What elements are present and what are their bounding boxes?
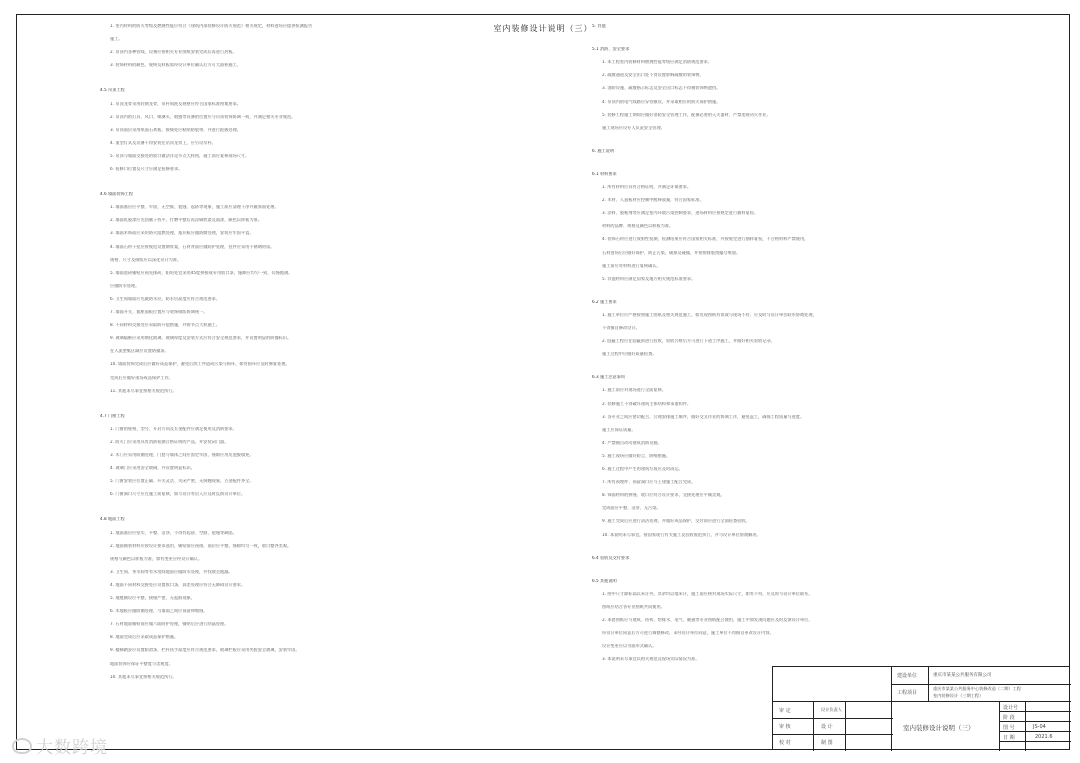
note-line: 1. 吊顶龙骨采用轻钢龙骨，吊杆间距及规格应符合国家标准图集要求。	[110, 101, 241, 106]
note-line: 4. 严禁擅自改动建筑消防设施。	[602, 440, 662, 445]
note-line: 完成后应做好现场成品保护工作。	[110, 375, 173, 380]
role-value-1: 设计负责人	[821, 707, 842, 712]
note-line: 5. 装修工程施工期间应做好消防安全管理工作，配备必要的灭火器材，严禁违规动火作业。	[602, 112, 771, 117]
role-label-3: 校 对	[779, 740, 791, 746]
sheet-title: 室内装修设计说明（三）	[493, 24, 593, 33]
note-line: 3. 涂料、胶粘剂等应满足室内环境污染控制要求，进场材料应按规定进行抽样复检。	[602, 211, 759, 216]
section-heading: 6. 施工说明	[592, 148, 615, 153]
note-line: 2. 吊顶内各种管线、设备应按相关专业图纸安装完成后再进行封板。	[110, 50, 237, 55]
title-block	[772, 666, 1070, 750]
section-heading: 4.7 门窗工程	[100, 413, 125, 418]
note-line: 设计变更应以书面形式确认。	[602, 644, 657, 649]
note-line: 6. 门窗洞口尺寸应在施工前复核，如与设计有出入应及时反馈设计单位。	[110, 492, 246, 497]
note-line: 5. 其他材料应满足国家及地方相关规范标准要求。	[602, 276, 696, 281]
note-line: 地面装饰应保证平整度与美观度。	[110, 661, 173, 666]
note-line: 7. 墙面开关、插座面板位置应与装饰排版协调统一。	[110, 310, 208, 314]
note-line: 材料的品牌、规格及颜色以样板为准。	[602, 224, 674, 229]
note-line: 2. 疏散通道及安全出口处不得设置影响疏散的装饰物。	[602, 73, 704, 78]
watermark-logo-icon	[12, 738, 32, 754]
note-line: 2. 木材、人造板材应控制甲醛释放量，符合国家标准。	[602, 198, 704, 203]
section-heading: 6.3 施工注意事项	[592, 375, 626, 380]
section-heading: 4.5 吊顶工程	[100, 88, 125, 93]
section-heading: 6.2 施工要求	[592, 299, 617, 304]
note-line: 10. 墙面装饰完成后应做好成品保护，避免后续工序造成污染与损坏，如有损坏应及时修复处理。	[110, 362, 290, 367]
note-line: 1. 墙面基层应平整、牢固，无空鼓、裂缝、起砂等现象，施工前应清理干净并做界面处理。	[110, 205, 279, 210]
note-line: 经设计单位同意后方可进行调整修改，未经设计单位同意，施工单位不得擅自更改设计内容。	[602, 631, 774, 636]
section-heading: 4.6 墙面装饰工程	[100, 192, 134, 197]
section-heading: 5. 其他	[592, 24, 606, 28]
note-line: 应做防水处理。	[110, 283, 140, 288]
note-line: 1. 所有材料应具有合格证明，并满足环保要求。	[602, 185, 692, 189]
role-label-1: 审 定	[779, 708, 791, 714]
drawing-no-value: JS-04	[1033, 724, 1046, 730]
note-line: 3. 卫生间、茶水间等有水房间地面应做防水处理，并找坡至地漏。	[110, 569, 233, 574]
section-heading: 6.5 其他说明	[592, 578, 617, 583]
drawing-sheet	[16, 14, 1070, 750]
note-line: 4. 地面不同材料交接处应设置收口条，高差处理应符合无障碍设计要求。	[110, 582, 246, 587]
project-label: 工程项目	[897, 690, 918, 696]
drawing-no-label: 图 号	[1003, 725, 1015, 731]
note-line: 1. 施工前应对现场进行全面复核。	[602, 388, 666, 393]
note-line: 不得擅自修改设计。	[602, 326, 640, 330]
note-line: 3. 木门应采用防潮处理，门套与墙体之间应固定牢固，缝隙应用发泡胶填充。	[110, 453, 254, 457]
note-line: 3. 墙面木饰面应采用防火阻燃处理，基层板应做防腐处理，安装应牢固平直。	[110, 231, 254, 236]
note-line: 3. 吊顶面层采用纸面石膏板，接缝处应粘贴防裂带，并进行批嵌处理。	[110, 127, 241, 132]
project-value-1: 重庆市某某公共服务中心装修改造（二期）工程	[933, 686, 1021, 691]
role-value-3: 制 图	[821, 740, 833, 746]
drawing-name: 室内装修设计说明（三）	[903, 724, 975, 732]
note-line: 施工前应对材料进行复核确认。	[602, 263, 661, 268]
client-value: 重庆市某某公共服务有限公司	[933, 673, 992, 678]
note-line: 5. 地毯铺设应平整，接缝严密，无起鼓现象。	[110, 596, 195, 600]
note-line: 9. 施工完成后应进行清洁处理，并做好成品保护，交付前应进行全面检查验收。	[602, 519, 750, 524]
note-line: 1. 图中尺寸除标高以米计外，其余均以毫米计，施工前应核对现场实际尺寸，如有不符，应及时与设计单位联系。	[602, 591, 813, 596]
date-value: 2021.6	[1035, 734, 1053, 740]
section-heading: 5.1 消防、安全要求	[592, 47, 630, 52]
note-line: 6. 木地板应做防潮处理，与墙面之间应预留伸缩缝。	[110, 609, 208, 614]
note-line: 完成面应平整、洁净、无污染。	[602, 506, 661, 511]
note-line: 9. 玻璃隔断应采用钢化玻璃，玻璃厚度及安装方式应符合安全规范要求，并设置明显的防撞标识。	[110, 336, 292, 341]
section-heading: 6.4 验收及交付要求	[592, 555, 630, 560]
note-line: 规格、尺寸及排版应以深化设计为准。	[110, 257, 182, 262]
note-line: 3. 本说明未尽事宜以相关规范及现场实际情况为准。	[602, 657, 700, 662]
note-line: 3. 装饰材料的颜色、规格及样板需经设计单位确认后方可大面积施工。	[110, 63, 241, 68]
note-line: 2. 地面铺装材料应按设计要求选用，铺贴前应预排，面层应平整，缝隙均匀一致，收口整齐美观。	[110, 543, 292, 548]
note-line: 4. 装饰石材应进行放射性检测，检测结果应符合国家相关标准，并按规定进行抽样复检，不合格材料严禁使用，	[602, 237, 809, 242]
project-no-label: 设计号	[1003, 705, 1019, 711]
note-line: 1. 室内材料的防火等级及燃烧性能应符合《建筑内部装修设计防火规范》相关规定，材料进场应提供检测报告	[110, 24, 313, 28]
note-line: 3. 各专业之间应密切配合，合理安排施工顺序，做好交叉作业的协调工作，避免返工，确保工程质量与进度。	[602, 414, 805, 419]
note-line: 8. 饰面材料的拼缝、收口应符合设计要求，交接处理应平顺美观。	[602, 493, 725, 498]
note-line: 7. 石材地面铺贴前应做六面防护处理，铺贴后应进行结晶处理。	[110, 622, 229, 627]
note-line: 5. 吊顶与墙面交接处的收口做法详见节点大样图，施工前应复核现场尺寸。	[110, 153, 250, 158]
note-line: 11. 其他未尽事宜按相关规范执行。	[110, 388, 177, 393]
note-line: 2. 装修施工不得破坏建筑主体结构和承重构件。	[602, 401, 692, 406]
note-line: 1. 施工单位应严格按照施工图纸及相关规范施工，如发现图纸有误或与现场不符，应及时与设计单位联系协商处理，	[602, 312, 817, 317]
watermark	[12, 733, 108, 758]
note-line: 2. 本套图纸应与建筑、结构、给排水、电气、暖通等专业图纸配合使用，施工中如发现问题应及时反馈设计单位，	[602, 618, 813, 622]
note-line: 施工现场应设专人负责安全管理。	[602, 125, 665, 130]
note-line: 8. 地面完成后应采取成品保护措施。	[110, 635, 179, 640]
client-label: 建设单位	[897, 673, 918, 679]
note-line: 3. 消防设施、疏散指示标志及安全出口标志不得被装饰物遮挡。	[602, 86, 721, 91]
note-line: 施工过程中应做好质量检查。	[602, 352, 657, 357]
note-line: 施工应保证质量。	[602, 427, 636, 432]
date-label: 日 期	[1003, 735, 1015, 741]
note-line: 1. 地面基层应坚实、平整、洁净，不得有起砂、空鼓、裂缝等缺陷。	[110, 530, 237, 535]
note-line: 在人流密集区域应设置防撞条。	[110, 349, 169, 354]
note-line: 5. 墙面瓷砖铺贴应预先排砖，阳角处宜采用45度拼接或专用收口条，缝隙应均匀一致，勾缝饱满。	[110, 270, 293, 275]
note-line: 石材进场后应做好保护，防止污染、破损及碰撞，并按照排版图编号堆放。	[602, 250, 741, 255]
note-line: 5. 施工现场应做好防尘、防噪措施。	[602, 453, 671, 458]
note-line: 6. 检修口位置及尺寸应满足检修要求。	[110, 167, 183, 171]
note-line: 图纸应结合各专业图纸共同使用。	[602, 604, 665, 609]
note-line: 4. 玻璃门应采用安全玻璃，并设置明显标识。	[110, 466, 195, 471]
note-line: 规格与颜色以样板为准，如有变更应经设计确认。	[110, 556, 203, 561]
note-line: 9. 楼梯踏步应设置防滑条，栏杆扶手高度应符合规范要求，玻璃栏板应采用夹胶安全玻璃，安装牢固。	[110, 648, 300, 653]
note-line: 6. 施工过程中产生的建筑垃圾应及时清运。	[602, 467, 683, 471]
section-heading: 4.8 地面工程	[100, 517, 125, 522]
watermark-text: 大数跨境	[36, 738, 108, 758]
note-line: 1. 门窗的规格、型号、开启方向及五金配件应满足使用及消防要求。	[110, 426, 237, 431]
note-line: 7. 所有预埋件、预留洞口应与土建施工配合完成。	[602, 480, 696, 485]
project-value-2: 室内装修设计（三期工程）	[933, 693, 984, 698]
section-heading: 6.1 材料要求	[592, 171, 617, 176]
note-line: 6. 卫生间墙面应先做防水层，防水层高度应符合规范要求。	[110, 296, 221, 301]
note-line: 10. 其他未尽事宜按相关规范执行。	[110, 674, 177, 679]
stage-label: 阶 段	[1003, 715, 1015, 721]
note-line: 2. 隐蔽工程应在隐蔽前进行验收，验收合格后方可进行下道工序施工，并做好相关验收记录。	[602, 339, 775, 344]
note-line: 2. 吊顶内的灯具、风口、喷淋头、烟感等设备的位置应与吊顶装饰协调一致，并满足相关专业规范。	[110, 114, 296, 119]
note-line: 2. 墙面乳胶漆应先刮腻子找平，打磨平整后再涂刷底漆及面漆，颜色以样板为准。	[110, 218, 262, 223]
note-line: 2. 防火门应采用具有消防检测合格证明的产品，并安装闭门器。	[110, 439, 229, 444]
note-line: 4. 吊顶内的电气线路应穿管敷设，并采取相应的防火保护措施。	[602, 99, 721, 104]
note-line: 1. 本工程室内装修材料燃烧性能等级应满足消防规范要求。	[602, 60, 713, 65]
note-line: 5. 门窗安装应位置正确、开关灵活、关闭严密，无倒翘现象，五金配件齐全。	[110, 479, 254, 484]
note-line: 8. 不同材料交接处应采取防开裂措施，并按节点大样施工。	[110, 323, 221, 328]
note-line: 4. 墙面石材干挂应按规范设置钢骨架，石材背面应做防护处理，挂件应采用不锈钢材质。	[110, 244, 275, 249]
note-line: 施工。	[110, 37, 123, 42]
role-label-2: 审 核	[779, 724, 791, 730]
note-line: 10. 本说明未尽事宜，按国家现行有关施工及验收规范执行，并与设计单位协商解决。	[602, 532, 761, 537]
note-line: 4. 重型灯具及设备不得安装在吊顶龙骨上，应另设吊杆。	[110, 140, 216, 145]
role-value-2: 设 计	[821, 724, 833, 730]
